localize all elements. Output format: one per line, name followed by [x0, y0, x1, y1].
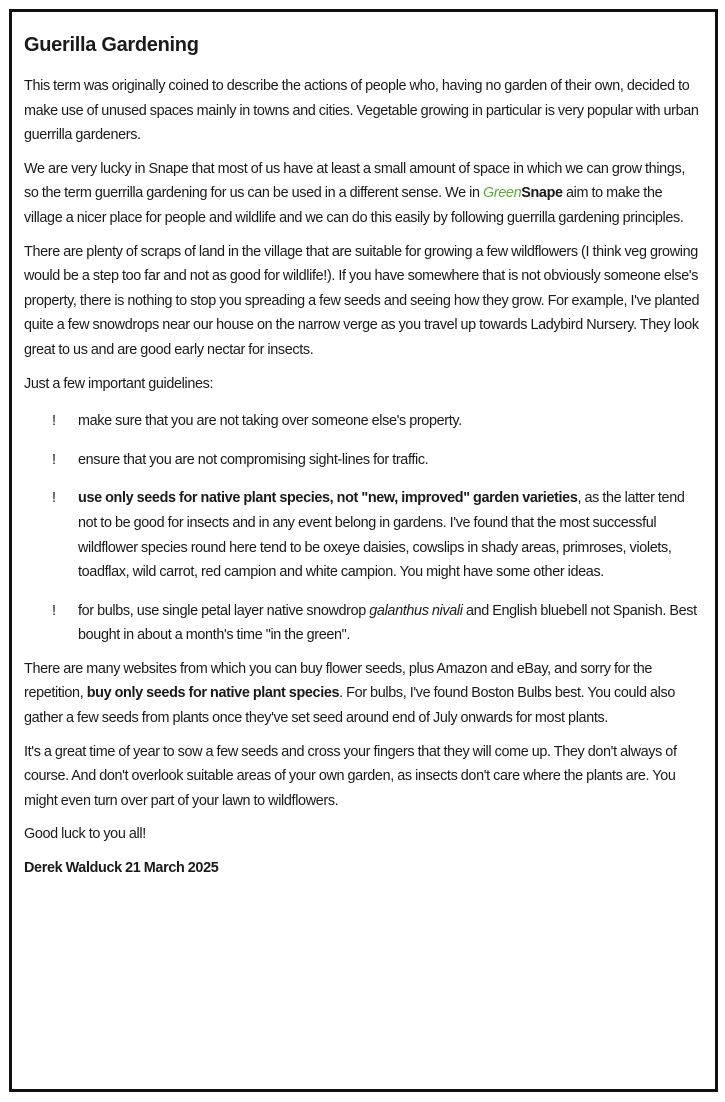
paragraph-websites	[24, 657, 700, 731]
guideline-text: ensure that you are not compromising sight-lines for traffic.	[78, 451, 429, 468]
exclamation-bullet-icon: !	[52, 490, 56, 507]
guideline-bold-text: use only seeds for native plant species, not "new, improved" garden varieties	[78, 490, 578, 507]
page-title: Guerilla Gardening	[24, 34, 199, 56]
paragraph-snape	[24, 157, 700, 231]
paragraph-scraps-of-land: There are plenty of scraps of land in the village that are suitable for growing a few wildflowers (I think veg growing would be a step too far and not as good for wildlife!). If you have somewhere that is not obviously someone else's property, there is nothing to stop you spreading a few seeds and seeing how they grow. For example, I've planted quite a few snowdrops near our house on the narrow verge as you travel up towards Ladybird Nursery. They look great to us and are good early nectar for insects.	[24, 243, 700, 358]
guideline-text: for bulbs, use single petal layer native snowdrop	[78, 602, 370, 619]
document-content	[24, 32, 700, 890]
paragraph-good-luck: Good luck to you all!	[24, 826, 146, 843]
guidelines-list	[24, 409, 700, 648]
paragraph-sow-seeds: It's a great time of year to sow a few seeds and cross your fingers that they will come up. They don't always of course. And don't overlook suitable areas of your own garden, as insects don't care where the plants are. You might even turn over part of your lawn to wildflowers.	[24, 743, 677, 809]
paragraph-websites-text-2: . For bulbs, I've found Boston Bulbs best. You could also gather a few seeds from plants once they've set seed around end of July onwards for most plants.	[24, 685, 675, 727]
paragraph-intro: This term was originally coined to describe the actions of people who, having no garden of their own, decided to make use of unused spaces mainly in towns and cities. Vegetable growing in particular is very popular with urban guerrilla gardeners.	[24, 78, 699, 144]
signature: Derek Walduck 21 March 2025	[24, 860, 219, 877]
guideline-item	[24, 486, 700, 584]
guideline-text-2: and English bluebell not Spanish. Best bought in about a month's time "in the green".	[78, 602, 697, 644]
paragraph-snape-text-1: We are very lucky in Snape that most of us have at least a small amount of space in which we can grow things, so the term guerrilla gardening for us can be used in a different sense. We in	[24, 160, 685, 202]
guidelines-intro: Just a few important guidelines:	[24, 375, 214, 392]
guideline-text: , as the latter tend not to be good for insects and in any event belong in gardens. I've found that the most successful wildflower species round here tend to be oxeye daisies, cowslips in shady areas, primroses, violets, toadflax, wild carrot, red campion and white campion. You might have some other ideas.	[78, 490, 685, 581]
brand-green: Green	[482, 185, 522, 202]
guideline-item	[24, 599, 700, 648]
exclamation-bullet-icon: !	[52, 451, 56, 468]
guideline-text: make sure that you are not taking over someone else's property.	[78, 413, 462, 430]
paragraph-snape-text-2: aim to make the village a nicer place for people and wildlife and we can do this easily by following guerrilla gardening principles.	[24, 185, 684, 226]
brand-snape: Snape	[521, 185, 563, 202]
exclamation-bullet-icon: !	[52, 413, 56, 430]
paragraph-websites-text-1: There are many websites from which you can buy flower seeds, plus Amazon and eBay, and sorry for the repetition,	[24, 660, 653, 702]
guideline-italic-species: galanthus nivali	[369, 602, 463, 619]
document-frame	[9, 9, 718, 1092]
guideline-item	[24, 448, 700, 473]
guideline-item	[24, 409, 700, 434]
exclamation-bullet-icon: !	[52, 602, 56, 619]
paragraph-websites-bold: buy only seeds for native plant species	[86, 685, 340, 702]
